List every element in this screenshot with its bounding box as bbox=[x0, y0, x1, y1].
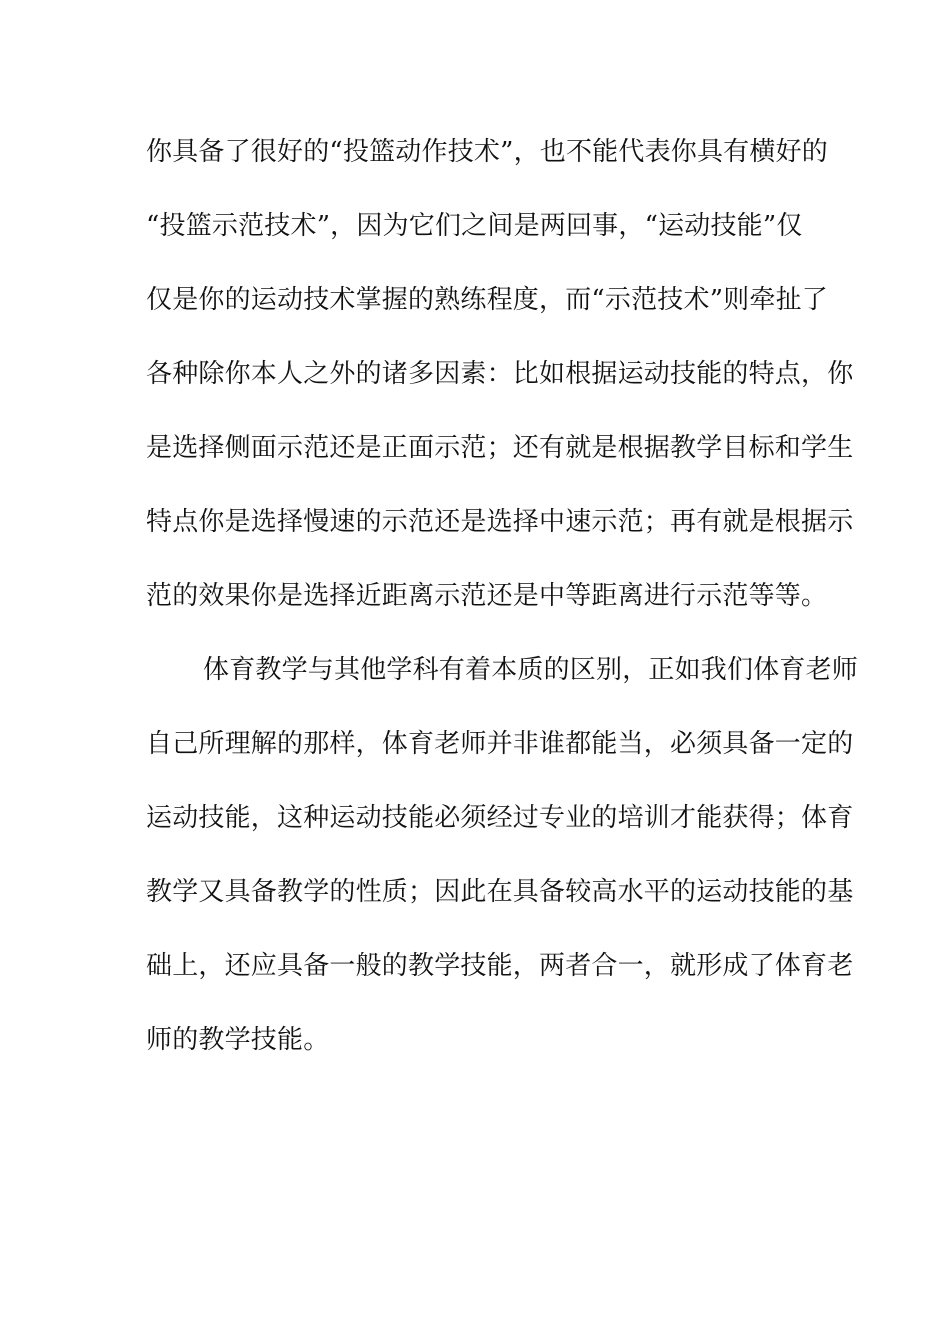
paragraph-2 bbox=[146, 645, 859, 1089]
text-line: 范的效果你是选择近距离示范还是中等距离进行示范等等。 bbox=[146, 581, 828, 611]
paragraph-1 bbox=[146, 127, 854, 645]
text-line: 师的教学技能。 bbox=[146, 1025, 330, 1055]
text-line: 教学又具备教学的性质；因此在具备较高水平的运动技能的基 bbox=[146, 877, 854, 907]
text-line: 础上，还应具备一般的教学技能，两者合一，就形成了体育老 bbox=[146, 951, 854, 981]
document-body bbox=[146, 127, 859, 1089]
text-line: 自己所理解的那样，体育老师并非谁都能当，必须具备一定的 bbox=[146, 729, 854, 759]
text-line: 你具备了很好的“投篮动作技术”，也不能代表你具有横好的 bbox=[146, 137, 828, 167]
text-line: 特点你是选择慢速的示范还是选择中速示范；再有就是根据示 bbox=[146, 507, 854, 537]
text-line: 仅是你的运动技术掌握的熟练程度，而“示范技术”则牵扯了 bbox=[146, 285, 828, 315]
text-line: 各种除你本人之外的诸多因素：比如根据运动技能的特点，你 bbox=[146, 359, 854, 389]
text-line: 是选择侧面示范还是正面示范；还有就是根据教学目标和学生 bbox=[146, 433, 854, 463]
text-line: 体育教学与其他学科有着本质的区别，正如我们体育老师 bbox=[203, 655, 859, 685]
text-line: 运动技能，这种运动技能必须经过专业的培训才能获得；体育 bbox=[146, 803, 854, 833]
text-line: “投篮示范技术”，因为它们之间是两回事，“运动技能”仅 bbox=[146, 211, 803, 241]
